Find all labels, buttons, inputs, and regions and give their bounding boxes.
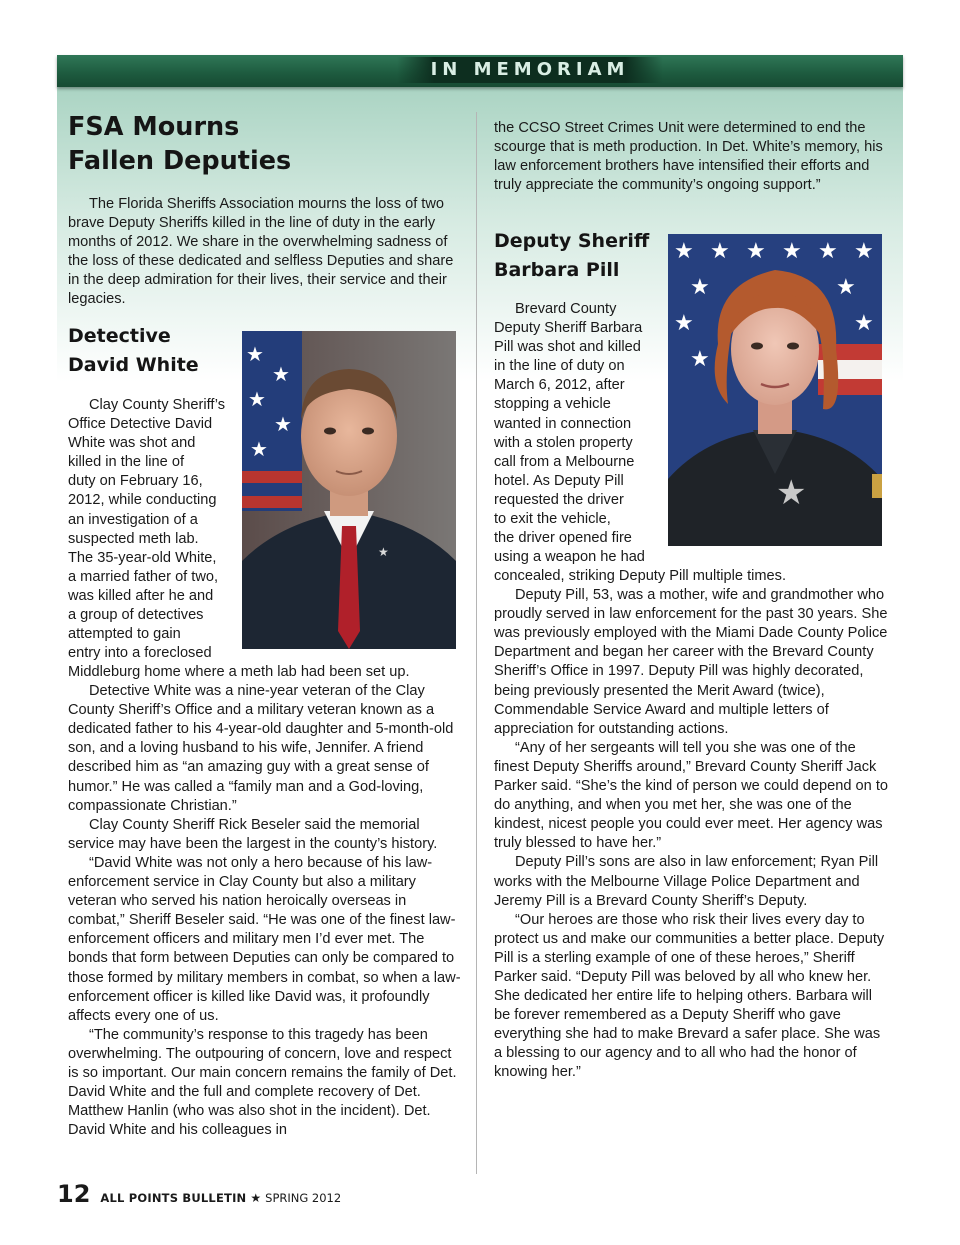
white-paragraph: “The community’s response to this tragedy has been overwhelming. The outpouring of concern, love and respect is so important. Our main concern remains the family of Det. David White and the full and complete recovery of Det. Matthew Hanlin (who was also shot in the incident). Det. David White and his colleagues in <box>68 1026 457 1139</box>
pill-line: stopping a vehicle <box>494 396 611 413</box>
pill-photo <box>668 234 882 546</box>
article-headline: FSA Mourns Fallen Deputies <box>68 112 292 176</box>
white-body <box>68 663 462 1140</box>
svg-text:★: ★ <box>674 311 694 336</box>
white-line: duty on February 16, <box>68 473 203 490</box>
white-line: entry into a foreclosed <box>68 645 212 662</box>
white-photo <box>242 331 456 649</box>
pill-paragraph: “Our heroes are those who risk their lives every day to protect us and make our communities a better place. Deputy Pill is a sterling example of one of these heroes,” Sheriff Parker said. “Deputy Pill was beloved by all who knew her. She dedicated her entire life to helping others. Barbara will be forever remembered as a Deputy Sheriff who gave everything she had to make Brevard a safer place. She was a blessing to our agency and to all who had the honor of knowing her.” <box>494 911 885 1081</box>
white-line: a group of detectives <box>68 607 204 624</box>
pill-paragraph: Deputy Pill’s sons are also in law enforcement; Ryan Pill works with the Melbourne Village Police Department and Jeremy Pill is a Brevard County Sheriff’s Deputy. <box>494 854 879 909</box>
pill-line: Deputy Sheriff Barbara <box>494 320 643 337</box>
white-line: attempted to gain <box>68 626 181 643</box>
pill-line: hotel. As Deputy Pill <box>494 472 624 489</box>
star-icon: ★ <box>250 1191 262 1205</box>
page-number: 12 <box>57 1180 91 1208</box>
svg-text:★: ★ <box>690 347 710 372</box>
pill-heading <box>494 227 664 285</box>
white-narrow-text <box>68 396 240 663</box>
svg-text:★: ★ <box>818 239 838 264</box>
white-continued-text: the CCSO Street Crimes Unit were determined to end the scourge that is meth production. In Det. White’s memory, his law enforcement brothers have intensified their efforts and truly appreciate the community’s ongoing support.” <box>494 120 883 194</box>
section-banner-label: IN MEMORIAM <box>397 57 663 83</box>
pill-paragraph: Deputy Pill, 53, was a mother, wife and grandmother who proudly served in law enforcement for the past 30 years. She was previously employed with the Miami Dade County Police Department and began her career with the Brevard County Sheriff’s Office in 1997. Deputy Pill was highly decorated, being previously presented the Merit Award (twice), Commendable Service Award and multiple letters of appreciation for outstanding actions. <box>494 587 888 737</box>
pill-line: with a stolen property <box>494 434 633 451</box>
pill-line: to exit the vehicle, <box>494 511 611 528</box>
svg-text:★: ★ <box>274 412 292 436</box>
pill-heading-line1: Deputy Sheriff <box>494 230 650 252</box>
white-continued <box>494 119 888 195</box>
svg-text:★: ★ <box>674 239 694 264</box>
svg-text:★: ★ <box>836 275 856 300</box>
svg-text:★: ★ <box>746 239 766 264</box>
white-line: Clay County Sheriff’s <box>89 397 225 413</box>
white-line: killed in the line of <box>68 454 185 471</box>
pill-line: March 6, 2012, after <box>494 377 625 394</box>
svg-text:★: ★ <box>246 342 264 366</box>
white-wide-line: Middleburg home where a meth lab had been set up. <box>68 664 410 680</box>
svg-text:★: ★ <box>248 387 266 411</box>
white-paragraph: Clay County Sheriff Rick Beseler said the memorial service may have been the largest in the county’s history. <box>68 816 438 852</box>
pill-heading-line2: Barbara Pill <box>494 259 620 281</box>
svg-text:★: ★ <box>782 239 802 264</box>
svg-text:★: ★ <box>690 275 710 300</box>
white-heading-line1: Detective <box>68 325 171 347</box>
publication-name: ALL POINTS BULLETIN <box>100 1191 247 1205</box>
pill-line: call from a Melbourne <box>494 453 635 470</box>
pill-line: requested the driver <box>494 491 624 508</box>
white-portrait-image <box>242 331 456 649</box>
pill-portrait-image <box>668 234 882 546</box>
svg-text:★: ★ <box>378 545 389 559</box>
white-line: 2012, while conducting <box>68 492 217 509</box>
white-line: was killed after he and <box>68 587 214 604</box>
svg-text:★: ★ <box>776 473 807 513</box>
pill-line: in the line of duty on <box>494 358 625 375</box>
section-banner <box>57 55 903 87</box>
svg-text:★: ★ <box>854 239 874 264</box>
svg-text:★: ★ <box>250 437 268 461</box>
white-line: The 35-year-old White, <box>68 549 217 566</box>
pill-body <box>494 567 888 1083</box>
white-paragraph: “David White was not only a hero because of his law-enforcement service in Clay County but also a military veteran who served his nation heroically overseas in combat,” Sheriff Beseler said. “He was one of the finest law-enforcement officers and military men I’d ever met. The bonds that form between Deputies can only be compared to those formed by military members in combat, so when a law-enforcement officer is killed like David was, it profoundly affects every one of us. <box>68 854 461 1024</box>
pill-line: Brevard County <box>515 301 617 317</box>
pill-paragraph: “Any of her sergeants will tell you she was one of the finest Deputy Sheriffs around,” Brevard County Sheriff Jack Parker said. “She’s the kind of person we could depend on to do anything, and when you met her, she was one of the kindest, nicest people you could ever meet. Her agency was truly blessed to have her.” <box>494 739 889 852</box>
white-heading <box>68 322 238 380</box>
pill-narrow-text <box>494 300 666 567</box>
pill-line: the driver opened fire <box>494 530 632 547</box>
white-heading-line2: David White <box>68 354 199 376</box>
pill-wide-line: concealed, striking Deputy Pill multiple times. <box>494 568 786 584</box>
issue-date: SPRING 2012 <box>265 1191 342 1205</box>
svg-text:★: ★ <box>272 362 290 386</box>
pill-line: using a weapon he had <box>494 549 645 566</box>
white-paragraph: Detective White was a nine-year veteran of the Clay County Sheriff’s Office and a military veteran known as a dedicated father to his 4-year-old daughter and 5-month-old son, and a loving husband to his wife, Jennifer. A friend described him as “an amazing guy with a great sense of humor.” He was called a “family man and a God-loving, compassionate Christian.” <box>68 683 454 814</box>
white-line: White was shot and <box>68 435 196 452</box>
pill-line: Pill was shot and killed <box>494 339 641 356</box>
white-line: a married father of two, <box>68 568 219 585</box>
white-line: an investigation of a <box>68 511 198 528</box>
pill-line: wanted in connection <box>494 415 632 432</box>
page-footer <box>57 1180 341 1210</box>
svg-text:★: ★ <box>710 239 730 264</box>
white-line: suspected meth lab. <box>68 530 199 547</box>
white-line: Office Detective David <box>68 416 213 433</box>
intro-paragraph: The Florida Sheriffs Association mourns the loss of two brave Deputy Sheriffs killed in the line of duty in the early months of 2012. We share in the overwhelming sadness of the loss of these dedicated and selfless Deputies and share in the deep admiration for their lives, their service and their legacies. <box>68 196 454 308</box>
column-divider <box>476 112 477 1174</box>
svg-text:★: ★ <box>854 311 874 336</box>
